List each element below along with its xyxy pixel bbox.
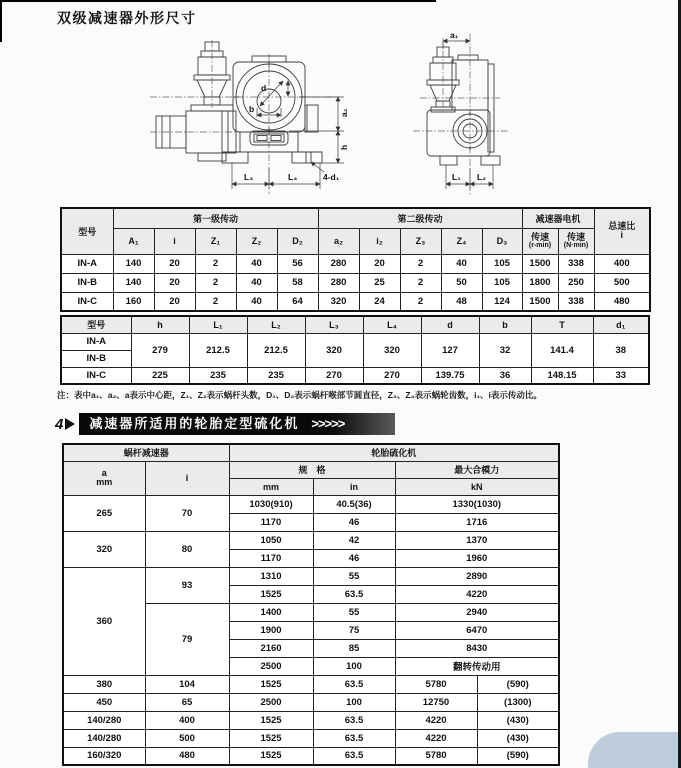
- table-row: [61, 228, 650, 254]
- cell-i: 65: [145, 693, 229, 711]
- table-row: [63, 531, 559, 549]
- table-row: [63, 461, 559, 478]
- col-header: 型号: [61, 316, 131, 333]
- cell: 2: [400, 254, 441, 273]
- cell: 400: [594, 254, 650, 273]
- cell-i: 400: [145, 711, 229, 729]
- cell: 55: [313, 567, 395, 585]
- col-header: d₁: [593, 316, 649, 333]
- cell: 250: [558, 273, 594, 292]
- cell: 46: [313, 513, 395, 531]
- cell: 5780: [395, 675, 477, 693]
- cell: 36: [479, 367, 531, 384]
- cell: 63.5: [313, 747, 395, 765]
- cell: 1500: [522, 254, 558, 273]
- cell: 33: [593, 367, 649, 384]
- cell: 338: [558, 292, 594, 311]
- cell-i: 79: [145, 603, 229, 675]
- cell: 46: [313, 549, 395, 567]
- cell: 212.5: [247, 333, 305, 367]
- cell: 124: [482, 292, 522, 311]
- cell: 320: [305, 333, 363, 367]
- arrow-right-icon: [65, 418, 75, 430]
- model-cell: IN-C: [61, 367, 131, 384]
- col-header: Z₁: [195, 228, 236, 254]
- cell-i: 480: [145, 747, 229, 765]
- cell: 翻转传动用: [395, 657, 559, 675]
- cell-a: 360: [63, 567, 145, 675]
- cell: 225: [131, 367, 189, 384]
- cell: 140: [113, 273, 154, 292]
- cell: 5780: [395, 747, 477, 765]
- cell: 1170: [229, 513, 313, 531]
- model-cell: IN-A: [61, 254, 113, 273]
- cell-i: 104: [145, 675, 229, 693]
- cell: 279: [131, 333, 189, 367]
- front-view-drawing: [150, 40, 349, 194]
- table-row: [61, 208, 650, 228]
- cell-a: 380: [63, 675, 145, 693]
- cell: 1900: [229, 621, 313, 639]
- cell: 48: [441, 292, 482, 311]
- table-row: [63, 747, 559, 765]
- col-header: L₁: [189, 316, 247, 333]
- reducer-outline-drawings-figure: [0, 28, 681, 206]
- cell-a: 450: [63, 693, 145, 711]
- cell: 12750: [395, 693, 477, 711]
- col-header: A₁: [113, 228, 154, 254]
- col-header-model: 型号: [61, 208, 113, 254]
- cell: 20: [154, 254, 195, 273]
- cell: 320: [363, 333, 421, 367]
- cell: 63.5: [313, 729, 395, 747]
- cell: 1050: [229, 531, 313, 549]
- page-corner-decoration: [588, 732, 678, 768]
- col-header: Z₂: [236, 228, 277, 254]
- cell-a: 320: [63, 531, 145, 567]
- section-arrows: >>>>>: [311, 416, 345, 431]
- cell: 56: [277, 254, 318, 273]
- cell: 100: [313, 693, 395, 711]
- cell: (430): [477, 711, 559, 729]
- cell: 141.4: [531, 333, 593, 367]
- label-l2: L₂: [477, 172, 486, 182]
- col-header-kn: kN: [395, 478, 559, 495]
- scan-edge-top: [0, 0, 436, 2]
- cell: 25: [359, 273, 400, 292]
- col-header: L₄: [363, 316, 421, 333]
- cell: 2890: [395, 567, 559, 585]
- cell: 1170: [229, 549, 313, 567]
- cell: 338: [558, 254, 594, 273]
- col-group-vulcanizer: 轮胎硫化机: [229, 444, 559, 461]
- col-group-spec: 规 格: [229, 461, 395, 478]
- cell: 212.5: [189, 333, 247, 367]
- section-title: 减速器所适用的轮胎定型硫化机: [89, 416, 300, 431]
- cell: 1500: [522, 292, 558, 311]
- cell: 63.5: [313, 711, 395, 729]
- cell-a: 265: [63, 495, 145, 531]
- cell: 40: [236, 273, 277, 292]
- cell: 42: [313, 531, 395, 549]
- cell: 280: [318, 273, 359, 292]
- cell-i: 500: [145, 729, 229, 747]
- section-title-bar: [79, 413, 395, 435]
- cell: 24: [359, 292, 400, 311]
- cell: 100: [313, 657, 395, 675]
- cell: 55: [313, 603, 395, 621]
- cell: 6470: [395, 621, 559, 639]
- label-a1: a₁: [450, 30, 459, 40]
- col-header-i: i: [145, 461, 229, 495]
- col-header: i₂: [359, 228, 400, 254]
- cell: 105: [482, 273, 522, 292]
- table-row: [63, 495, 559, 513]
- cell: 2: [400, 273, 441, 292]
- cell: 1370: [395, 531, 559, 549]
- cell: 20: [154, 273, 195, 292]
- cell: 2: [195, 292, 236, 311]
- cell: 20: [154, 292, 195, 311]
- cell-a: 140/280: [63, 711, 145, 729]
- model-cell: IN-B: [61, 350, 131, 367]
- col-header: a₂: [318, 228, 359, 254]
- table-row: [63, 675, 559, 693]
- cell: 160: [113, 292, 154, 311]
- cell: 1525: [229, 585, 313, 603]
- cell: 270: [363, 367, 421, 384]
- page-title: 双级减速器外形尺寸: [57, 10, 197, 26]
- cell: 2500: [229, 657, 313, 675]
- cell: 75: [313, 621, 395, 639]
- cell: 1960: [395, 549, 559, 567]
- table-row: [61, 316, 649, 333]
- cell: 480: [594, 292, 650, 311]
- cell: 235: [189, 367, 247, 384]
- cell: 2160: [229, 639, 313, 657]
- table-row: [63, 567, 559, 585]
- col-header: L₂: [247, 316, 305, 333]
- cell: 64: [277, 292, 318, 311]
- cell: 40: [236, 254, 277, 273]
- cell: 1030(910): [229, 495, 313, 513]
- label-l1: L₁: [452, 172, 461, 182]
- cell: 2: [195, 254, 236, 273]
- col-group-stage2: 第二级传动: [318, 208, 522, 228]
- cell-a: 160/320: [63, 747, 145, 765]
- cell-i: 93: [145, 567, 229, 603]
- cell: 2940: [395, 603, 559, 621]
- cell: 40: [441, 254, 482, 273]
- table-row: [61, 292, 650, 311]
- label-l4: L₄: [288, 172, 298, 182]
- cell: 2: [400, 292, 441, 311]
- cell: 50: [441, 273, 482, 292]
- table-row: [63, 711, 559, 729]
- label-4-d1: 4-d₁: [323, 172, 340, 182]
- cell: (590): [477, 675, 559, 693]
- col-header: D₂: [277, 228, 318, 254]
- section-number: 4: [55, 415, 64, 433]
- cell: 127: [421, 333, 479, 367]
- table-row: [61, 333, 649, 350]
- cell-i: 80: [145, 531, 229, 567]
- cell: 8430: [395, 639, 559, 657]
- col-header: b: [479, 316, 531, 333]
- cell: 1716: [395, 513, 559, 531]
- cell: 4220: [395, 729, 477, 747]
- cell: 140: [113, 254, 154, 273]
- col-header-speed: 传速 (r-min): [522, 228, 558, 254]
- col-header: D₃: [482, 228, 522, 254]
- col-header-total-ratio: 总速比 i: [594, 208, 650, 254]
- col-header: T: [531, 316, 593, 333]
- col-header: Z₃: [400, 228, 441, 254]
- cell: 139.75: [421, 367, 479, 384]
- stage-drive-table: [60, 207, 651, 312]
- cell: 85: [313, 639, 395, 657]
- cell: 63.5: [313, 675, 395, 693]
- label-d: d: [261, 83, 267, 93]
- cell: 1400: [229, 603, 313, 621]
- cell: 1525: [229, 711, 313, 729]
- label-a2: a₂: [339, 108, 349, 117]
- col-header: i: [154, 228, 195, 254]
- section-banner: [55, 412, 395, 436]
- cell: 148.15: [531, 367, 593, 384]
- table-row: [63, 444, 559, 461]
- cell: 1525: [229, 729, 313, 747]
- cell: 1525: [229, 675, 313, 693]
- cell: 20: [359, 254, 400, 273]
- col-group-reducer: 蜗杆减速器: [63, 444, 229, 461]
- cell: 1525: [229, 747, 313, 765]
- col-group-force: 最大合模力: [395, 461, 559, 478]
- mounting-dimensions-table: [60, 315, 650, 385]
- cell: 1800: [522, 273, 558, 292]
- cell: 38: [593, 333, 649, 367]
- cell: 63.5: [313, 585, 395, 603]
- table-row: [61, 254, 650, 273]
- model-cell: IN-A: [61, 333, 131, 350]
- col-header: Z₄: [441, 228, 482, 254]
- table-row: [63, 729, 559, 747]
- cell: 2: [195, 273, 236, 292]
- cell: 1310: [229, 567, 313, 585]
- table-note: 注：表中a₁、a₂、a表示中心距，Z₁、Z₂表示蜗杆头数，D₁、D₂表示蜗杆喉部节圆直径，Z₃、Z₄表示蜗轮齿数，i₁、i表示传动比。: [57, 390, 542, 400]
- col-group-stage1: 第一级传动: [113, 208, 318, 228]
- table-row: [61, 367, 649, 384]
- cell: 1330(1030): [395, 495, 559, 513]
- cell: 105: [482, 254, 522, 273]
- col-header-in: in: [313, 478, 395, 495]
- cell: 32: [479, 333, 531, 367]
- cell: 235: [247, 367, 305, 384]
- cell: 270: [305, 367, 363, 384]
- cell-i: 70: [145, 495, 229, 531]
- label-h: h: [339, 144, 349, 150]
- cell-a: 140/280: [63, 729, 145, 747]
- table-row: [63, 693, 559, 711]
- table-row: [61, 273, 650, 292]
- col-header: d: [421, 316, 479, 333]
- cell: 280: [318, 254, 359, 273]
- cell: 320: [318, 292, 359, 311]
- cell: 40.5(36): [313, 495, 395, 513]
- cell: 4220: [395, 711, 477, 729]
- cell: 40: [236, 292, 277, 311]
- col-header-a: a mm: [63, 461, 145, 495]
- model-cell: IN-C: [61, 292, 113, 311]
- model-cell: IN-B: [61, 273, 113, 292]
- label-l3: L₃: [244, 172, 254, 182]
- cell: 4220: [395, 585, 559, 603]
- col-header: L₃: [305, 316, 363, 333]
- col-header-mm: mm: [229, 478, 313, 495]
- cell: (430): [477, 729, 559, 747]
- cell: 500: [594, 273, 650, 292]
- cell: 58: [277, 273, 318, 292]
- cell: (1300): [477, 693, 559, 711]
- col-header-torque: 传速 (N·min): [558, 228, 594, 254]
- col-group-motor: 减速器电机: [522, 208, 594, 228]
- cell: (590): [477, 747, 559, 765]
- cell: 2500: [229, 693, 313, 711]
- vulcanizer-table: [62, 443, 560, 766]
- side-view-drawing: [413, 30, 508, 196]
- label-b: b: [249, 104, 255, 114]
- col-header: h: [131, 316, 189, 333]
